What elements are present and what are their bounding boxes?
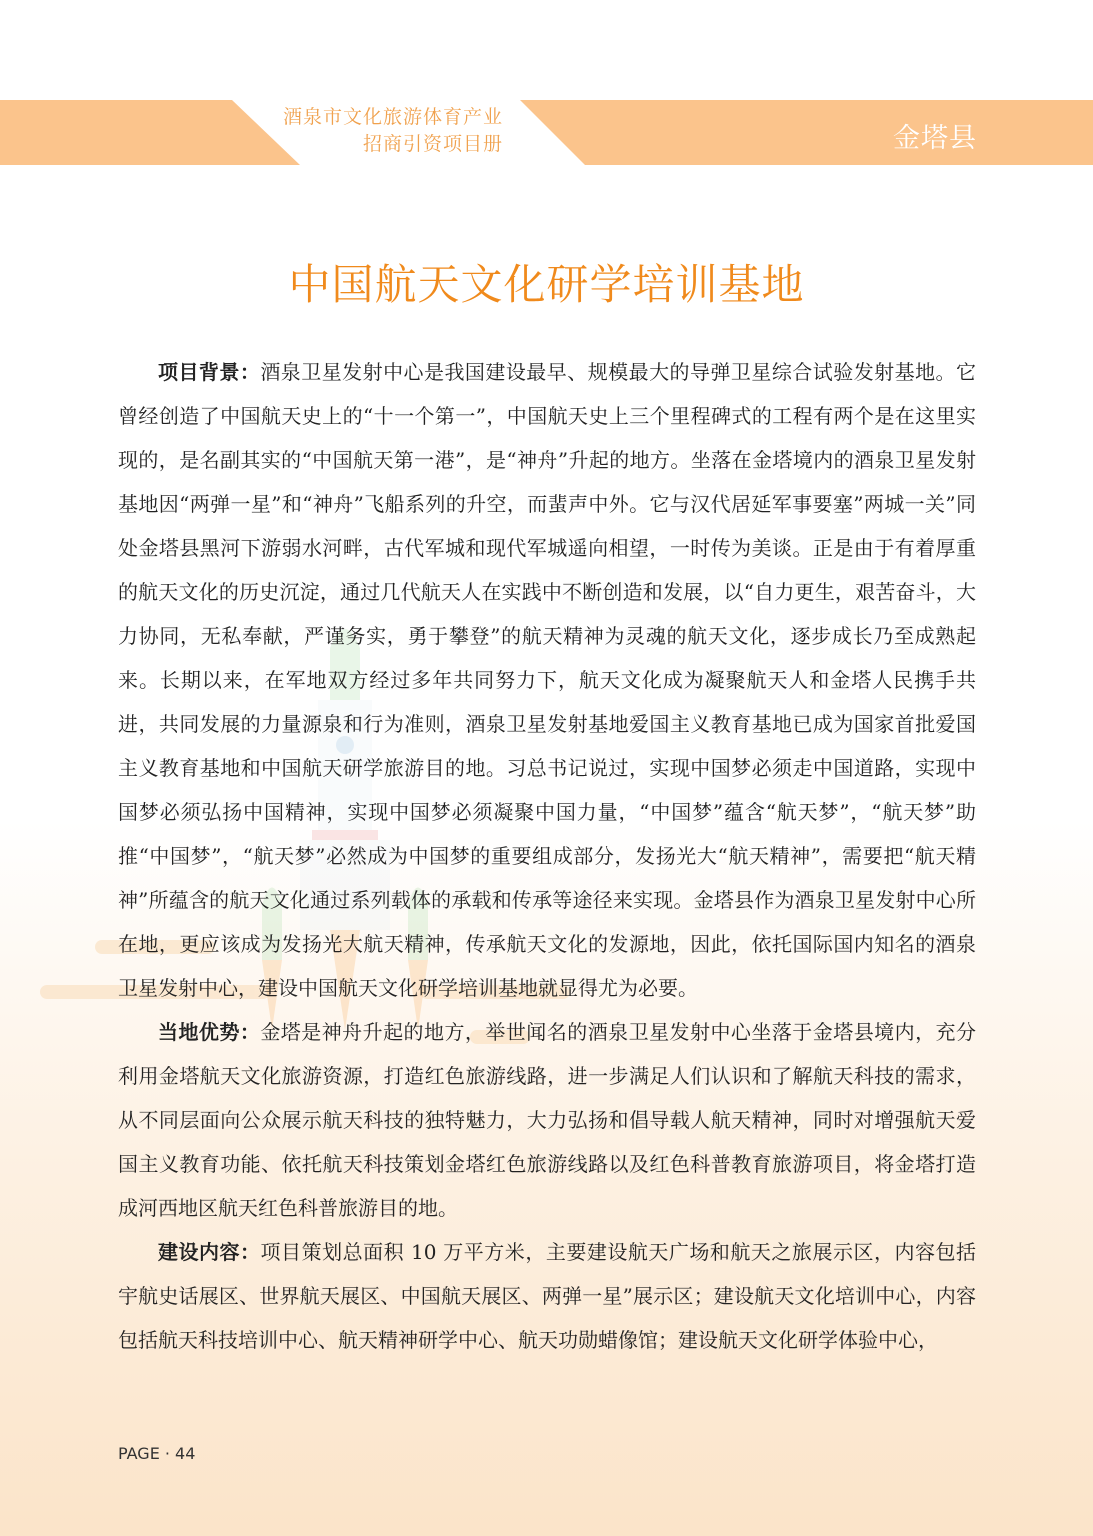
region-label: 金塔县 bbox=[893, 123, 977, 154]
brochure-title-line1: 酒泉市文化旅游体育产业 bbox=[282, 106, 503, 128]
brochure-title bbox=[283, 104, 503, 158]
section-label: 建设内容： bbox=[158, 1240, 261, 1264]
brochure-title-line2: 招商引资项目册 bbox=[362, 133, 503, 155]
page-number: PAGE · 44 bbox=[118, 1444, 196, 1463]
article-body bbox=[118, 350, 976, 1362]
section-text: 项目策划总面积 10 万平方米，主要建设航天广场和航天之旅展示区，内容包括宇航史话展区、世界航天展区、中国航天展区、两弹一星”展示区；建设航天文化培训中心，内容包括航天科技培训中心、航天精神研学中心、航天功勋蜡像馆；建设航天文化研学体验中心， bbox=[118, 1240, 976, 1352]
document-title: 中国航天文化研学培训基地 bbox=[288, 260, 805, 309]
section-text: 酒泉卫星发射中心是我国建设最早、规模最大的导弹卫星综合试验发射基地。它曾经创造了中国航天史上的“十一个第一”，中国航天史上三个里程碑式的工程有两个是在这里实现的，是名副其实的“中国航天第一港”，是“神舟”升起的地方。坐落在金塔境内的酒泉卫星发射基地因“两弹一星”和“神舟”飞船系列的升空，而蜚声中外。它与汉代居延军事要塞”两城一关”同处金塔县黑河下游弱水河畔，古代军城和现代军城遥向相望，一时传为美谈。正是由于有着厚重的航天文化的历史沉淀，通过几代航天人在实践中不断创造和发展，以“自力更生，艰苦奋斗，大力协同，无私奉献，严谨务实，勇于攀登”的航天精神为灵魂的航天文化，逐步成长乃至成熟起来。长期以来，在军地双方经过多年共同努力下，航天文化成为凝聚航天人和金塔人民携手共进，共同发展的力量源泉和行为准则，酒泉卫星发射基地爱国主义教育基地已成为国家首批爱国主义教育基地和中国航天研学旅游目的地。习总书记说过，实现中国梦必须走中国道路，实现中国梦必须弘扬中国精神，实现中国梦必须凝聚中国力量，“中国梦”蕴含“航天梦”，“航天梦”助推“中国梦”，“航天梦”必然成为中国梦的重要组成部分，发扬光大“航天精神”，需要把“航天精神”所蕴含的航天文化通过系列载体的承载和传承等途径来实现。金塔县作为酒泉卫星发射中心所在地，更应该成为发扬光大航天精神，传承航天文化的发源地，因此，依托国际国内知名的酒泉卫星发射中心，建设中国航天文化研学培训基地就显得尤为必要。 bbox=[118, 360, 977, 1000]
section-advantages bbox=[118, 1010, 976, 1230]
page-header bbox=[0, 0, 1093, 170]
section-label: 项目背景： bbox=[158, 360, 261, 384]
section-label: 当地优势： bbox=[158, 1020, 261, 1044]
section-background bbox=[118, 350, 976, 1010]
section-construction bbox=[118, 1230, 976, 1362]
section-text: 金塔是神舟升起的地方，举世闻名的酒泉卫星发射中心坐落于金塔县境内，充分利用金塔航天文化旅游资源，打造红色旅游线路，进一步满足人们认识和了解航天科技的需求，从不同层面向公众展示航天科技的独特魅力，大力弘扬和倡导载人航天精神，同时对增强航天爱国主义教育功能、依托航天科技策划金塔红色旅游线路以及红色科普教育旅游项目，将金塔打造成河西地区航天红色科普旅游目的地。 bbox=[118, 1020, 977, 1220]
